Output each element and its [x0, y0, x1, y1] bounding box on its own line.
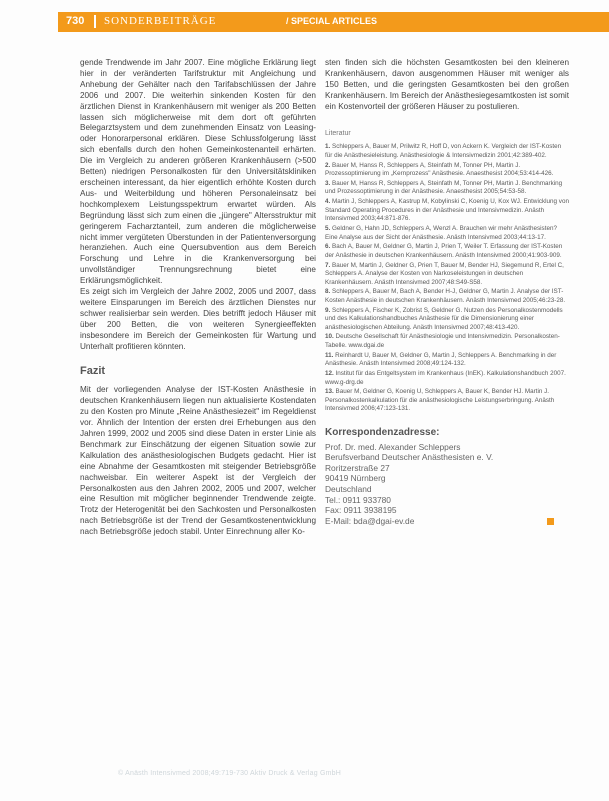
fazit-heading: Fazit	[80, 365, 106, 378]
correspondence-name: Prof. Dr. med. Alexander Schleppers	[325, 441, 461, 452]
correspondence-street: Roritzerstraße 27	[325, 462, 390, 473]
correspondence-country: Deutschland	[325, 483, 372, 494]
section-title-en: / SPECIAL ARTICLES	[286, 16, 378, 26]
correspondence-fax: Fax: 0911 3938195	[325, 505, 397, 516]
body-paragraph: Es zeigt sich im Vergleich der Jahre 2002, 2005 und 2007, dass weitere Einsparungen im Bereich des ärztlichen Dienstes nur schwer realisierbar sein werden. Dies betrifft jedoch Häuser mit über 200 Betten, die von weiteren Synergieeffekten insbesondere im Bereich der Gemeinkosten für Wartung und Unterhalt profitieren könnten.	[80, 287, 316, 351]
page-number: 730	[66, 15, 85, 27]
reference-item: 6. Bach A, Bauer M, Geldner G, Martin J, Prien T, Weiler T. Erfassung der IST-Kosten der Anästhesie in deutschen Krankenhäusern. Anästh Intensivmed 2000;41:903-909.	[325, 243, 563, 259]
reference-item: 1. Schleppers A, Bauer M, Prilwitz R, Hoff D, von Ackern K. Vergleich der IST-Kosten für die Anästhesieleistung. Anästhesiologie & Intensivmedizin 2001;42:389-402.	[325, 143, 562, 159]
correspondence-email-row	[325, 516, 569, 527]
reference-item: 4. Martin J, Schleppers A, Kastrup M, Kobylinski C, Koenig U, Kox WJ. Entwicklung von Standard Operating Procedures in der Anästhesie und Intensivmedizin. Anästh Intensivmed 2003;44:871-876.	[325, 198, 569, 223]
left-column	[80, 58, 316, 538]
reference-item: 13. Bauer M, Geldner G, Koenig U, Schleppers A, Bauer K, Bender HJ. Martin J. Personalkostenkalkulation für die anästhesiologische Leistungserbringung. Anästh Intensivmed 2006;47:123-131.	[325, 388, 555, 413]
body-paragraph: sten finden sich die höchsten Gesamtkosten bei den kleineren Krankenhäusern, davon ausgenommen Häuser mit weniger als 150 Betten, und die geringsten Gesamtkosten bei den großen Krankenhäusern. Im Bereich der Anästhesiegesamtkosten ist somit ein Kostenvorteil der größeren Häuser zu postulieren.	[325, 58, 569, 111]
reference-item: 10. Deutsche Gesellschaft für Anästhesiologie und Intensivmedizin. Personalkosten-Tabelle. www.dgai.de	[325, 333, 560, 349]
correspondence-city: 90419 Nürnberg	[325, 473, 386, 484]
running-header	[58, 12, 609, 32]
reference-item: 7. Bauer M, Martin J, Geldner G, Prien T, Bauer M, Bender HJ, Siegemund R, Ertel C, Schleppers A. Analyse der Kosten von Narkoseleistungen in deutschen Krankenhäusern. Anästh Intensivmed 2007;48:S49-S58.	[325, 261, 564, 286]
reference-item: 11. Reinhardt U, Bauer M, Geldner G, Martin J, Schleppers A. Benchmarking in der Anästhesie. Anästh Intensivmed 2008;49:124-132.	[325, 351, 557, 368]
correspondence-phone: Tel.: 0911 933780	[325, 494, 391, 505]
body-paragraph: gende Trendwende im Jahr 2007. Eine mögliche Erklärung liegt hier in der veränderten Tarifstruktur mit Angleichung und Anhebung der Gehälter nach den Tarifabschlüssen der Jahre 2006 und 2007. Die weiterhin sinkenden Kosten für den ärztlichen Dienst in Krankenhäusern mit weniger als 200 Betten lassen sich möglicherweise mit dem dort oft geführten Belegarztsystem und dem zunehmenden Einsatz von Leasing- oder Honorarpersonal erklären. Diese Schlussfolgerung lässt sich ebenfalls durch den hohen Gemeinkostenanteil erhärten. Die im Vergleich zu anderen größeren Krankenhäusern (>500 Betten) niedrigen Personalkosten für den Universitätskliniken erscheinen interessant, da hier eigentlich erhöhte Kosten durch Aus- und Weiterbildung und höheren Personaleinsatz bei hochkomplexem Leistungsspektrum erwartet würden. Als Begründung lässt sich zum einen die „jüngere" Altersstruktur mit geringerem Facharztanteil, zum anderen die möglicherweise nicht immer vergüteten Überstunden in der Patientenversorgung heranziehen. Auch eine Quersubvention aus dem Bereich Forschung und Lehre in die Krankenversorgung bei unvollständiger Trennungsrechnung bietet eine Erklärungsmöglichkeit.	[80, 58, 316, 286]
reference-item: 9. Schleppers A, Fischer K, Zobrist S, Geldner G. Nutzen des Personalkostenmodells und des Kalkulationshandbuches Anästhesie für die Dimensionierung einer anästhesiologischen Abteilung. Anästh Intensivmed 2007;48:413-420.	[325, 306, 563, 331]
reference-list	[325, 143, 569, 413]
header-separator	[94, 15, 96, 28]
fazit-paragraph: Mit der vorliegenden Analyse der IST-Kosten Anästhesie in deutschen Krankenhäusern liegen nun aktualisierte Kostendaten zu den Kosten pro Minute „Reine Anästhesiezeit" im Regeldienst vor. Ähnlich der Intention der ersten drei Erhebungen aus den Jahren 1999, 2002 und 2005 sind diese Daten in erster Linie als Benchmark zur Einschätzung der eigenen Situation sowie zur Kalkulation des anästhesiologischen Budgets gedacht. Hier ist eine Abnahme der Gesamtkosten mit steigender Betriebsgröße nachweisbar. Ein weiterer Aspekt ist der Vergleich der Personalkosten aus den Jahren 2002, 2005 und 2007, welcher eine Resultion mit möglicher beginnender Trendwende zeigte. Trotz der Heterogenität bei den Sachkosten und Personalkosten nach Betriebsgröße ist der Trend der Gesamtkostenentwicklung nach Betriebsgröße jedoch stabil. Unter Einrechnung aller Ko-	[80, 385, 316, 537]
section-title: SONDERBEITRÄGE	[104, 15, 217, 27]
reference-item: 12. Institut für das Entgeltsystem im Krankenhaus (InEK). Kalkulationshandbuch 2007. www.g-drg.de	[325, 370, 566, 386]
page-footer: © Anästh Intensivmed 2008;49:719-730 Aktiv Druck & Verlag GmbH	[118, 770, 342, 777]
literature-heading: Literatur	[325, 129, 351, 137]
correspondence-heading: Korrespondenzadresse:	[325, 426, 440, 438]
reference-item: 2. Bauer M, Hanss R, Schleppers A, Steinfath M, Tonner PH, Martin J. Prozessoptimierung im „Kernprozess" Anästhesie. Anaesthesist 2004;53:414-426.	[325, 161, 554, 178]
reference-item: 5. Geldner G, Hahn JD, Schleppers A, Wenzl A. Brauchen wir mehr Anästhesisten? Eine Analyse aus der Sicht der Anästhesie. Anästh Intensivmed 2003;44:13-17.	[325, 225, 557, 241]
correspondence-org: Berufsverband Deutscher Anästhesisten e. V.	[325, 452, 494, 463]
reference-item: 3. Bauer M, Hanss R, Schleppers A, Steinfath M, Tonner PH, Martin J. Benchmarking und Prozessoptimierung in der Anästhesie. Anaesthesist 2005;54:53-58.	[325, 180, 563, 196]
correspondence-email[interactable]: E-Mail: bda@dgai-ev.de	[325, 515, 415, 526]
reference-item: 8. Schleppers A, Bauer M, Bach A, Bender H-J, Geldner G, Martin J. Analyse der IST-Kosten Anästhesie in deutschen Krankenhäusern. Anästh Intensivmed 2005;46:23-28.	[325, 288, 566, 304]
right-column	[325, 58, 569, 526]
article-end-marker	[547, 518, 554, 525]
